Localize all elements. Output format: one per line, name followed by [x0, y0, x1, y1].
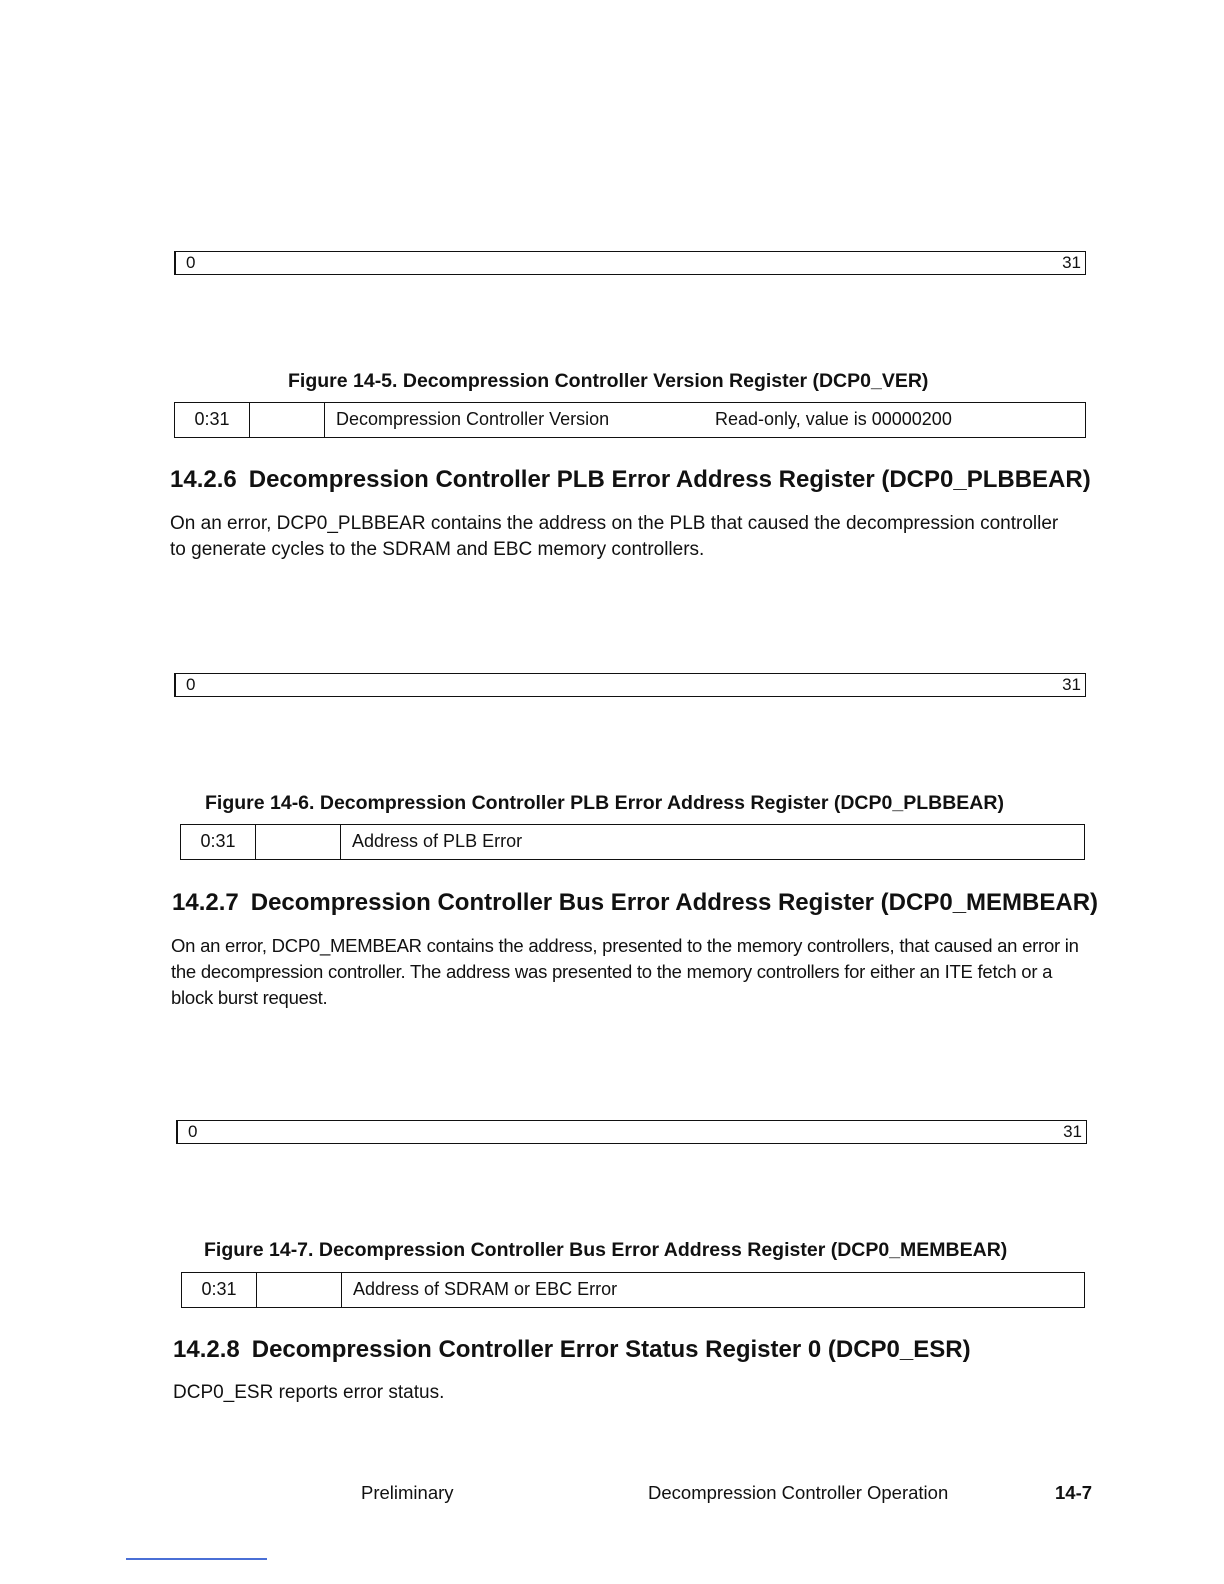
figure-caption-14-7: Figure 14-7. Decompression Controller Bus Error Address Register (DCP0_MEMBEAR) — [204, 1239, 1008, 1261]
field-bits: 0:31 — [182, 1273, 257, 1307]
section-body-14-2-6: On an error, DCP0_PLBBEAR contains the address on the PLB that caused the decompression controller to generate cycles to the SDRAM and EBC memory controllers. — [170, 513, 1059, 560]
section-title: Decompression Controller PLB Error Address Register (DCP0_PLBBEAR) — [248, 466, 1091, 493]
field-name — [250, 403, 325, 437]
section-title: Decompression Controller Bus Error Address Register (DCP0_MEMBEAR) — [250, 889, 1099, 916]
section-number: 14.2.6 — [170, 466, 237, 493]
field-description: Address of PLB Error — [352, 831, 523, 851]
section-number: 14.2.7 — [172, 889, 239, 916]
field-description: Address of SDRAM or EBC Error — [353, 1279, 618, 1299]
figure-caption-14-6: Figure 14-6. Decompression Controller PLB Error Address Register (DCP0_PLBBEAR) — [205, 792, 1004, 814]
bit-label-high: 31 — [1062, 675, 1081, 694]
footer-preliminary: Preliminary — [361, 1482, 454, 1503]
field-name — [256, 825, 341, 859]
field-notes: Read-only, value is 00000200 — [715, 409, 952, 429]
bit-label-low: 0 — [188, 1122, 198, 1141]
field-name — [257, 1273, 342, 1307]
register-bit-bar-plbbear — [174, 673, 1086, 697]
footer-chapter-title: Decompression Controller Operation — [648, 1482, 949, 1503]
bit-label-low: 0 — [186, 253, 196, 272]
section-title: Decompression Controller Error Status Register 0 (DCP0_ESR) — [251, 1336, 971, 1363]
field-description: Decompression Controller Version — [336, 409, 610, 429]
scan-edge-line — [126, 1558, 267, 1560]
field-bits: 0:31 — [175, 403, 250, 437]
figure-caption-14-5: Figure 14-5. Decompression Controller Version Register (DCP0_VER) — [288, 370, 929, 392]
bit-label-high: 31 — [1062, 253, 1081, 272]
section-body-14-2-8: DCP0_ESR reports error status. — [173, 1382, 445, 1403]
section-body-14-2-7: On an error, DCP0_MEMBEAR contains the address, presented to the memory controllers, that caused an error in the decompression controller. The address was presented to the memory controllers for either an ITE fetch or a block burst request. — [171, 935, 1079, 1008]
section-heading-14-2-8 — [173, 1336, 971, 1364]
section-number: 14.2.8 — [173, 1336, 240, 1363]
field-table-plbbear — [180, 824, 1085, 860]
field-table-membear — [181, 1272, 1085, 1308]
section-heading-14-2-6 — [170, 466, 1091, 494]
field-bits: 0:31 — [181, 825, 256, 859]
section-heading-14-2-7 — [172, 889, 1098, 917]
register-bit-bar-ver — [174, 251, 1086, 275]
bit-label-high: 31 — [1063, 1122, 1082, 1141]
register-bit-bar-membear — [176, 1120, 1087, 1144]
bit-label-low: 0 — [186, 675, 196, 694]
field-table-ver — [174, 402, 1086, 438]
footer-page-number: 14-7 — [1055, 1482, 1093, 1503]
